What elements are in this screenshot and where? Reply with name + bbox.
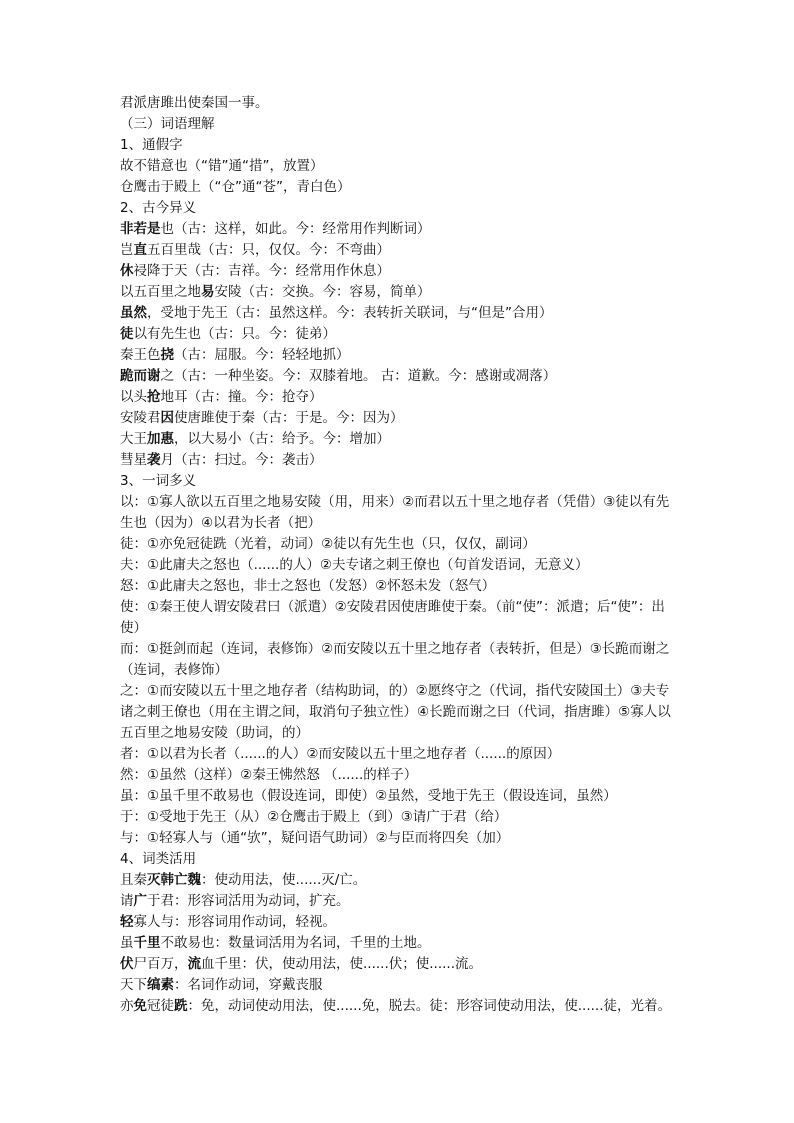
explanation: 血千里：伏，使动用法，使......伏；使......流。 [201, 956, 482, 972]
cileihuoyong-item [120, 975, 680, 996]
heading-cileihuoyong: 4、词类活用 [120, 851, 197, 867]
key-term: 千里 [133, 935, 161, 951]
prefix: 天下 [120, 977, 147, 993]
prefix: 且秦 [120, 872, 147, 888]
yiciduoyi-item: 夫：①此庸夫之怒也（......的人）②夫专诸之刺王僚也（句首发语词，无意义） [120, 557, 589, 573]
prefix: 以头 [120, 389, 147, 405]
explanation: ，以大易小（古：给予。今：增加） [174, 431, 390, 447]
gujinyiyi-item [120, 219, 680, 240]
explanation: 以有先生也（古：只。今：徒弟） [133, 326, 336, 342]
gujinyiyi-item [120, 366, 680, 387]
text-part: 尸百万， [133, 956, 188, 972]
explanation: 安陵（古：交换。今：容易，简单） [214, 284, 431, 300]
yiciduoyi-item: 者：①以君为长者（......的人）②而安陵以五十里之地存者（......的原因） [120, 746, 561, 762]
prefix: 彗星 [120, 452, 147, 468]
key-term: 直 [133, 242, 147, 258]
gujinyiyi-item [120, 345, 680, 366]
prefix: 亦 [120, 998, 134, 1014]
prefix: 虽 [120, 935, 134, 951]
explanation: 祲降于天（古：吉祥。今：经常用作休息） [133, 263, 390, 279]
key-term: 抢 [147, 389, 161, 405]
prefix: 请 [120, 893, 134, 909]
prefix: 以五百里之地 [120, 284, 201, 300]
yiciduoyi-item: 虽：①虽千里不敢易也（假设连词，即使）②虽然，受地于先王（假设连词，虽然） [120, 788, 617, 804]
explanation: ，受地于先王（古：虽然这样。今：表转折关联词，与“但是”合用） [147, 305, 553, 321]
yiciduoyi-item: 于：①受地于先王（从）②仓鹰击于殿上（到）③请广于君（给） [120, 809, 508, 825]
explanation: 使唐雎使于秦（古：于是。今：因为） [174, 410, 404, 426]
key-term: 伏 [120, 956, 134, 972]
explanation: 于君：形容词活用为动词，扩充。 [147, 893, 350, 909]
heading-gujinyiyi: 2、古今异义 [120, 200, 197, 216]
key-term: 虽然 [120, 305, 147, 321]
key-term: 挠 [160, 347, 174, 363]
key-term: 加惠 [147, 431, 174, 447]
yiciduoyi-item: 徒：①亦免冠徒跣（光着，动词）②徒以有先生也（只，仅仅，副词） [120, 536, 536, 552]
key-term: 徒 [120, 326, 134, 342]
cileihuoyong-item [120, 912, 680, 933]
yiciduoyi-item: 与：①轻寡人与（通“欤”，疑问语气助词）②与臣而将四矣（加） [120, 830, 510, 846]
text-part: 冠徒 [147, 998, 174, 1014]
gujinyiyi-item [120, 282, 680, 303]
gujinyiyi-item [120, 324, 680, 345]
explanation: ：使动用法，使......灭/亡。 [201, 872, 367, 888]
cileihuoyong-item [120, 891, 680, 912]
section-title: （三）词语理解 [120, 116, 215, 132]
gujinyiyi-item [120, 387, 680, 408]
explanation: 地耳（古：撞。今：抢夺） [160, 389, 323, 405]
key-term: 广 [133, 893, 147, 909]
explanation: 五百里哉（古：只，仅仅。今：不弯曲） [147, 242, 390, 258]
explanation: ：名词作动词，穿戴丧服 [174, 977, 323, 993]
explanation: 寡人与：形容词用作动词，轻视。 [133, 914, 336, 930]
yiciduoyi-item: 怒：①此庸夫之怒也，非士之怒也（发怒）②怀怒未发（怒气） [120, 578, 496, 594]
cileihuoyong-item [120, 954, 680, 975]
prefix: 大王 [120, 431, 147, 447]
gujinyiyi-item [120, 240, 680, 261]
yiciduoyi-item: 之：①而安陵以五十里之地存者（结构助词，的）②愿终守之（代词，指代安陵国土）③夫专诸之刺王僚也（用在主谓之间，取消句子独立性）④长跪而谢之曰（代词，指唐雎）⑤寡人以五百里之地易安陵（助词，的） [120, 683, 671, 741]
explanation: 之（古：一种坐姿。今：双膝着地。 古：道歉。今：感谢或凋落） [160, 368, 557, 384]
document-page [120, 93, 680, 1017]
key-term: 跪而谢 [120, 368, 161, 384]
gujinyiyi-item [120, 261, 680, 282]
cileihuoyong-item [120, 933, 680, 954]
prefix: 秦王色 [120, 347, 161, 363]
gujinyiyi-item [120, 303, 680, 324]
tongjiazi-item: 故不错意也（“错”通“措”，放置） [120, 158, 324, 174]
key-term: 跣 [174, 998, 188, 1014]
intro-line: 君派唐雎出使秦国一事。 [120, 95, 269, 111]
key-term: 轻 [120, 914, 134, 930]
yiciduoyi-item: 使：①秦王使人谓安陵君曰（派遣）②安陵君因使唐雎使于秦。（前“使”：派遣；后“使”：出使） [120, 599, 665, 636]
yiciduoyi-item: 而：①挺剑而起（连词，表修饰）②而安陵以五十里之地存者（表转折，但是）③长跪而谢之（连词，表修饰） [120, 641, 670, 678]
yiciduoyi-item: 然：①虽然（这样）②秦王怫然怒 （......的样子） [120, 767, 418, 783]
key-term: 流 [187, 956, 201, 972]
key-term: 免 [133, 998, 147, 1014]
explanation: 不敢易也：数量词活用为名词，千里的土地。 [160, 935, 431, 951]
prefix: 安陵君 [120, 410, 161, 426]
key-term: 因 [160, 410, 174, 426]
prefix: 岂 [120, 242, 134, 258]
explanation: （古：屈服。今：轻轻地抓） [174, 347, 350, 363]
cileihuoyong-item [120, 996, 680, 1017]
gujinyiyi-item [120, 450, 680, 471]
gujinyiyi-item [120, 408, 680, 429]
gujinyiyi-item [120, 429, 680, 450]
key-term: 休 [120, 263, 134, 279]
key-term: 易 [201, 284, 215, 300]
cileihuoyong-item [120, 870, 680, 891]
key-term: 灭韩亡魏 [147, 872, 201, 888]
heading-yiciduoyi: 3、一词多义 [120, 473, 197, 489]
explanation: ：免，动词使动用法，使......免，脱去。徒：形容词使动用法，使......徒，光着。 [187, 998, 671, 1014]
key-term: 非若是 [120, 221, 161, 237]
explanation: 也（古：这样，如此。今：经常用作判断词） [160, 221, 431, 237]
explanation: 月（古：扫过。今：袭击） [160, 452, 323, 468]
heading-tongjiazi: 1、通假字 [120, 137, 183, 153]
key-term: 袭 [147, 452, 161, 468]
tongjiazi-item: 仓鹰击于殿上（“仓”通“苍”，青白色） [120, 179, 351, 195]
key-term: 缟素 [147, 977, 174, 993]
yiciduoyi-item: 以：①寡人欲以五百里之地易安陵（用，用来）②而君以五十里之地存者（凭借）③徒以有先生也（因为）④以君为长者（把） [120, 494, 670, 531]
